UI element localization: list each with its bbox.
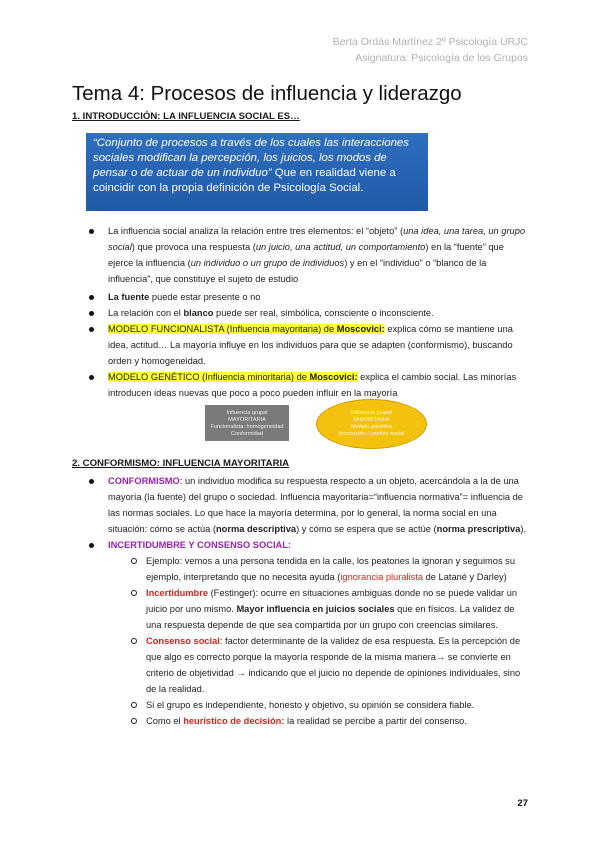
list-item: La relación con el blanco puede ser real, simbólica, consciente o inconsciente. — [108, 305, 528, 321]
section-heading-intro: 1. INTRODUCCIÓN: LA INFLUENCIA SOCIAL ES… — [72, 111, 300, 122]
definition-quote: “Conjunto de procesos a través de los cuales las interacciones sociales modifican la percepción, los juicios, los modos de pensar o de actuar de un individuo” — [93, 137, 409, 179]
page-number: 27 — [517, 798, 528, 809]
header-subject: Asignatura: Psicología de los Grupos — [355, 52, 528, 64]
header-author: Berta Ordás Martínez 2º Psicología URJC — [332, 36, 528, 48]
conformism-sub-list — [146, 553, 528, 729]
list-item: CONFORMISMO: un individuo modifica su respuesta respecto a un objeto, acercándola a la de una mayoría (la fuente) del grupo o sociedad. Influencia mayoritaria=“influencia normativa”= influencia de las normas sociales. Lo que hace la mayoría determina, por lo general, la norma social en una situación: cómo se actúa (norma descriptiva) y cómo se espera que se actúe (norma prescriptiva). — [108, 473, 528, 537]
list-item: MODELO GENÉTICO (Influencia minoritaria) de Moscovici: explica el cambio social. Las minorías introducen ideas nuevas que poco a poco pueden influir en la mayoría — [108, 369, 528, 401]
intro-bullet-list — [108, 223, 528, 401]
definition-continuation: Que en realidad viene a coincidir con la propia definición de Psicología Social. — [93, 167, 396, 194]
list-item: Consenso social: factor determinante de la validez de esa respuesta. Es la percepción de que algo es correcto porque la mayoría responde de la misma manera→ se convierte en criterio de objetividad → indicando que el juicio no depende de opiniones individuales, sino de la realidad. — [146, 633, 528, 697]
conformism-bullet-list — [108, 473, 528, 729]
list-item: La influencia social analiza la relación entre tres elementos: el “objeto” (una idea, una tarea, un grupo social) que provoca una respuesta (un juicio, una actitud, un comportamiento) en la “fuente” que ejerce la influencia (un individuo o un grupo de individuos) y en el “individuo” o “blanco de la influencia”, que constituye el sujeto de estudio — [108, 223, 528, 287]
list-item: La fuente puede estar presente o no — [108, 289, 528, 305]
section-heading-conformism: 2. CONFORMISMO: INFLUENCIA MAYORITARIA — [72, 458, 290, 469]
page-title: Tema 4: Procesos de influencia y liderazgo — [72, 82, 462, 105]
list-item: Si el grupo es independiente, honesto y objetivo, su opinión se considera fiable. — [146, 697, 528, 713]
list-item: INCERTIDUMBRE Y CONSENSO SOCIAL: Ejemplo: vemos a una persona tendida en la calle, los peatones la ignoran y seguimos su ejemplo, interpretando que no necesita ayuda (ignorancia pluralista de Latané y Darley) Incertidumbre (Festinger): ocurre en situaciones ambiguas donde no se puede validar un juicio por uno mismo. Mayor influencia en juicios sociales que en físicos. La validez de una respuesta depende de que sea compartida por un grupo con creencias similares. Consenso social: factor determinante de la validez de esa respuesta. Es la percepción de que algo es correcto porque la mayoría responde de la misma manera→ se convierte en criterio de objetividad → indicando que el juicio no depende de opiniones individuales, sino de la realidad. Si el grupo es independiente, honesto y objetivo, su opinión se considera fiable. Como el heurístico de decisión: la realidad se percibe a partir del consenso. — [108, 537, 528, 729]
minority-influence-figure: Influencia grupal MINORITARIA Modelo genético Innovación / cambio social — [316, 399, 427, 449]
majority-influence-figure: Influencia grupal MAYORITARIA Funcionalista: homogeneidad Conformidad — [205, 405, 289, 441]
list-item: Como el heurístico de decisión: la realidad se percibe a partir del consenso. — [146, 713, 528, 729]
list-item: Incertidumbre (Festinger): ocurre en situaciones ambiguas donde no se puede validar un juicio por uno mismo. Mayor influencia en juicios sociales que en físicos. La validez de una respuesta depende de que sea compartida por un grupo con creencias similares. — [146, 585, 528, 633]
list-item: MODELO FUNCIONALISTA (Influencia mayoritaria) de Moscovici: explica cómo se mantiene una idea, actitud… La mayoría influye en los individuos para que se adapten (conformismo), buscando orden y homogeneidad. — [108, 321, 528, 369]
definition-box — [86, 133, 428, 211]
list-item: Ejemplo: vemos a una persona tendida en la calle, los peatones la ignoran y seguimos su ejemplo, interpretando que no necesita ayuda (ignorancia pluralista de Latané y Darley) — [146, 553, 528, 585]
page-header — [333, 34, 528, 66]
